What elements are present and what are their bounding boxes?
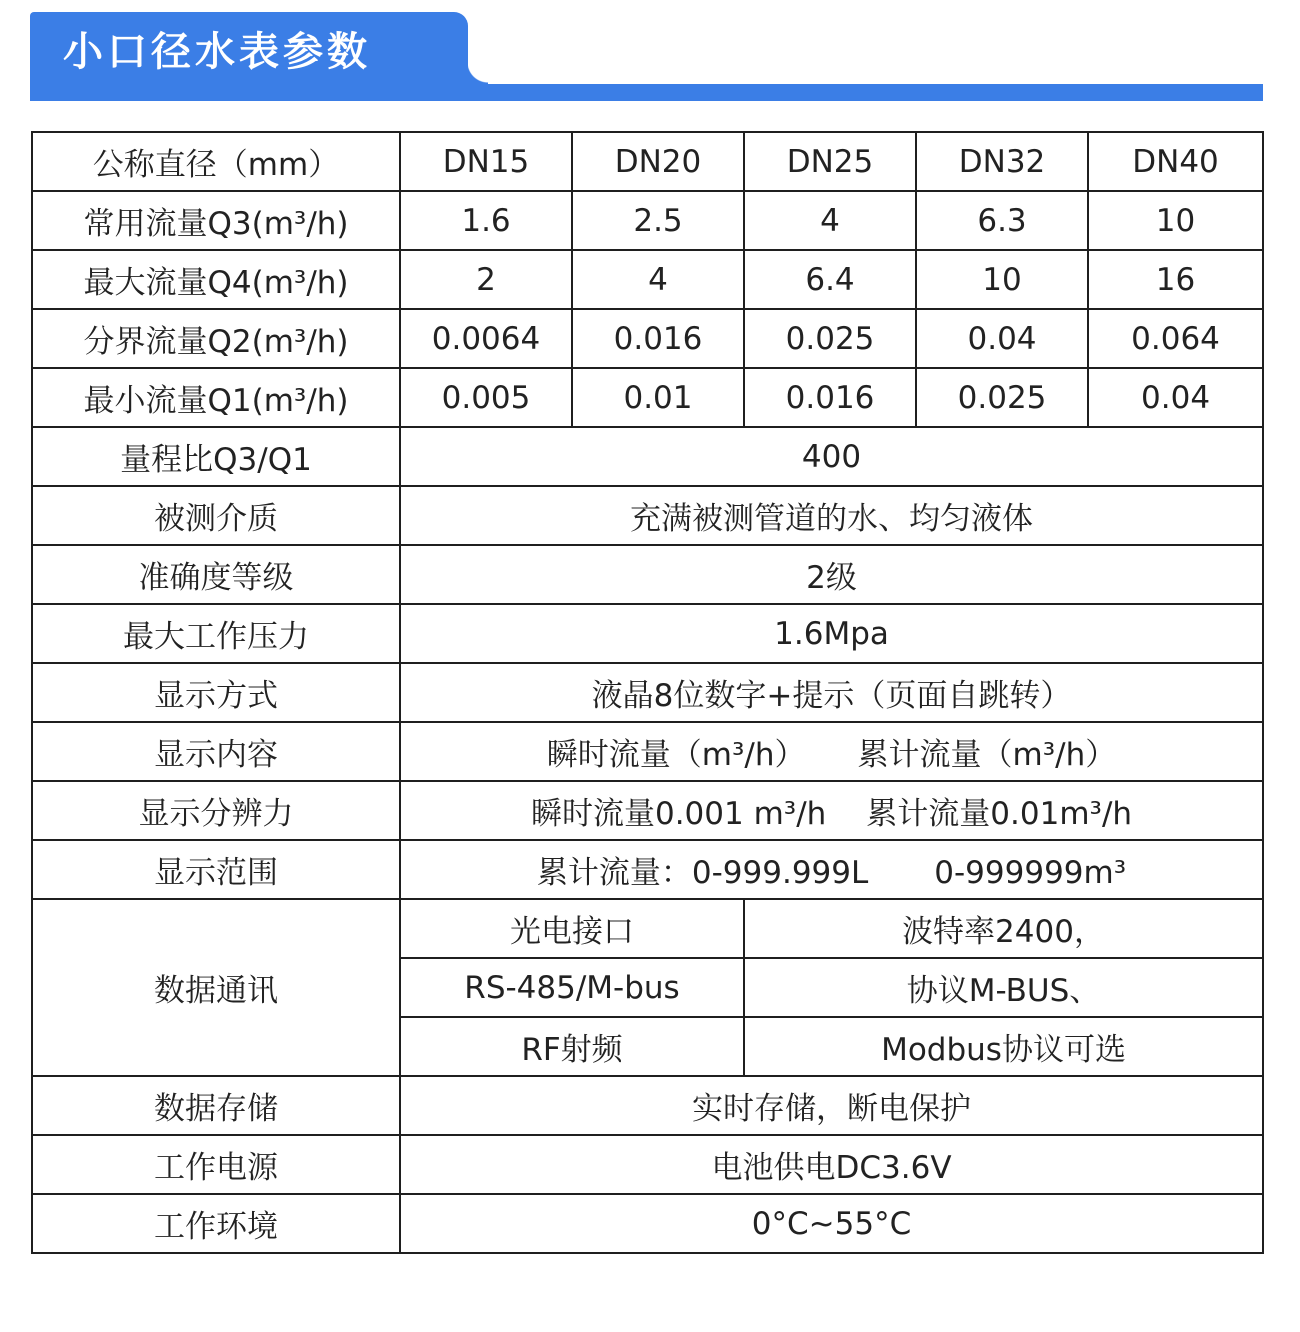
table-cell: 1.6Mpa <box>400 604 1263 663</box>
table-cell: 1.6 <box>400 191 572 250</box>
row-label: 显示分辨力 <box>32 781 400 840</box>
table-cell: DN20 <box>572 132 744 191</box>
table-cell: 16 <box>1088 250 1263 309</box>
table-row-diameter <box>32 132 1263 191</box>
row-label: 最大流量Q4(m³/h) <box>32 250 400 309</box>
cell-text: 瞬时流量0.001 m³/h <box>530 796 827 832</box>
table-cell: 0.04 <box>1088 368 1263 427</box>
table-row-accuracy <box>32 545 1263 604</box>
row-label: 量程比Q3/Q1 <box>32 427 400 486</box>
table-cell: 10 <box>916 250 1088 309</box>
table-row-flow-q1 <box>32 368 1263 427</box>
table-row-environment <box>32 1194 1263 1253</box>
row-label: 被测介质 <box>32 486 400 545</box>
section-header <box>30 12 1263 101</box>
row-label: 工作电源 <box>32 1135 400 1194</box>
table-cell: 0.064 <box>1088 309 1263 368</box>
row-label: 显示方式 <box>32 663 400 722</box>
table-cell: 0.01 <box>572 368 744 427</box>
table-row-display-mode <box>32 663 1263 722</box>
table-cell: 400 <box>400 427 1263 486</box>
table-cell: 波特率2400， <box>744 899 1263 958</box>
table-cell: 0.025 <box>744 309 916 368</box>
table-cell: 2 <box>400 250 572 309</box>
row-label: 显示内容 <box>32 722 400 781</box>
table-cell: 0.005 <box>400 368 572 427</box>
row-label: 最小流量Q1(m³/h) <box>32 368 400 427</box>
table-cell: 0.025 <box>916 368 1088 427</box>
table-cell: 4 <box>572 250 744 309</box>
row-label: 最大工作压力 <box>32 604 400 663</box>
table-row-display-resolution <box>32 781 1263 840</box>
table-cell: 6.4 <box>744 250 916 309</box>
table-cell <box>400 722 1263 781</box>
table-row-display-content <box>32 722 1263 781</box>
table-cell: 电池供电DC3.6V <box>400 1135 1263 1194</box>
table-cell: DN40 <box>1088 132 1263 191</box>
cell-text: 累计流量：0-999.999L <box>536 855 869 891</box>
table-row-flow-q3 <box>32 191 1263 250</box>
table-cell: 液晶8位数字+提示（页面自跳转） <box>400 663 1263 722</box>
row-label: 公称直径（mm） <box>32 132 400 191</box>
row-label: 常用流量Q3(m³/h) <box>32 191 400 250</box>
table-cell: 0.016 <box>744 368 916 427</box>
table-row-power <box>32 1135 1263 1194</box>
table-row-flow-q4 <box>32 250 1263 309</box>
row-label: 工作环境 <box>32 1194 400 1253</box>
table-cell <box>400 781 1263 840</box>
cell-text: 累计流量（m³/h） <box>857 737 1117 773</box>
table-row-storage <box>32 1076 1263 1135</box>
table-cell: 0.0064 <box>400 309 572 368</box>
table-cell: 6.3 <box>916 191 1088 250</box>
table-row-ratio <box>32 427 1263 486</box>
table-cell: 10 <box>1088 191 1263 250</box>
table-cell: DN32 <box>916 132 1088 191</box>
table-row-pressure <box>32 604 1263 663</box>
table-cell: 2级 <box>400 545 1263 604</box>
table-cell: RF射频 <box>400 1017 744 1076</box>
table-cell: 光电接口 <box>400 899 744 958</box>
row-label: 准确度等级 <box>32 545 400 604</box>
table-cell: DN15 <box>400 132 572 191</box>
cell-text: 累计流量0.01m³/h <box>866 796 1133 832</box>
table-cell: 实时存储，断电保护 <box>400 1076 1263 1135</box>
table-cell: 0°C~55°C <box>400 1194 1263 1253</box>
table-row-display-range <box>32 840 1263 899</box>
row-label: 显示范围 <box>32 840 400 899</box>
row-label: 数据存储 <box>32 1076 400 1135</box>
table-row-comm <box>32 899 1263 958</box>
table-cell: 0.016 <box>572 309 744 368</box>
table-cell: RS-485/M-bus <box>400 958 744 1017</box>
table-cell: Modbus协议可选 <box>744 1017 1263 1076</box>
table-cell: 4 <box>744 191 916 250</box>
page-title: 小口径水表参数 <box>63 29 371 75</box>
table-cell: 协议M-BUS、 <box>744 958 1263 1017</box>
table-cell: 充满被测管道的水、均匀液体 <box>400 486 1263 545</box>
table-cell: 2.5 <box>572 191 744 250</box>
table-cell: DN25 <box>744 132 916 191</box>
cell-text: 0-999999m³ <box>934 855 1127 891</box>
spec-table <box>31 131 1264 1254</box>
row-label: 数据通讯 <box>32 899 400 1076</box>
table-cell <box>400 840 1263 899</box>
table-row-flow-q2 <box>32 309 1263 368</box>
row-label: 分界流量Q2(m³/h) <box>32 309 400 368</box>
header-tab <box>30 12 468 101</box>
cell-text: 瞬时流量（m³/h） <box>546 737 806 773</box>
table-cell: 0.04 <box>916 309 1088 368</box>
table-row-medium <box>32 486 1263 545</box>
